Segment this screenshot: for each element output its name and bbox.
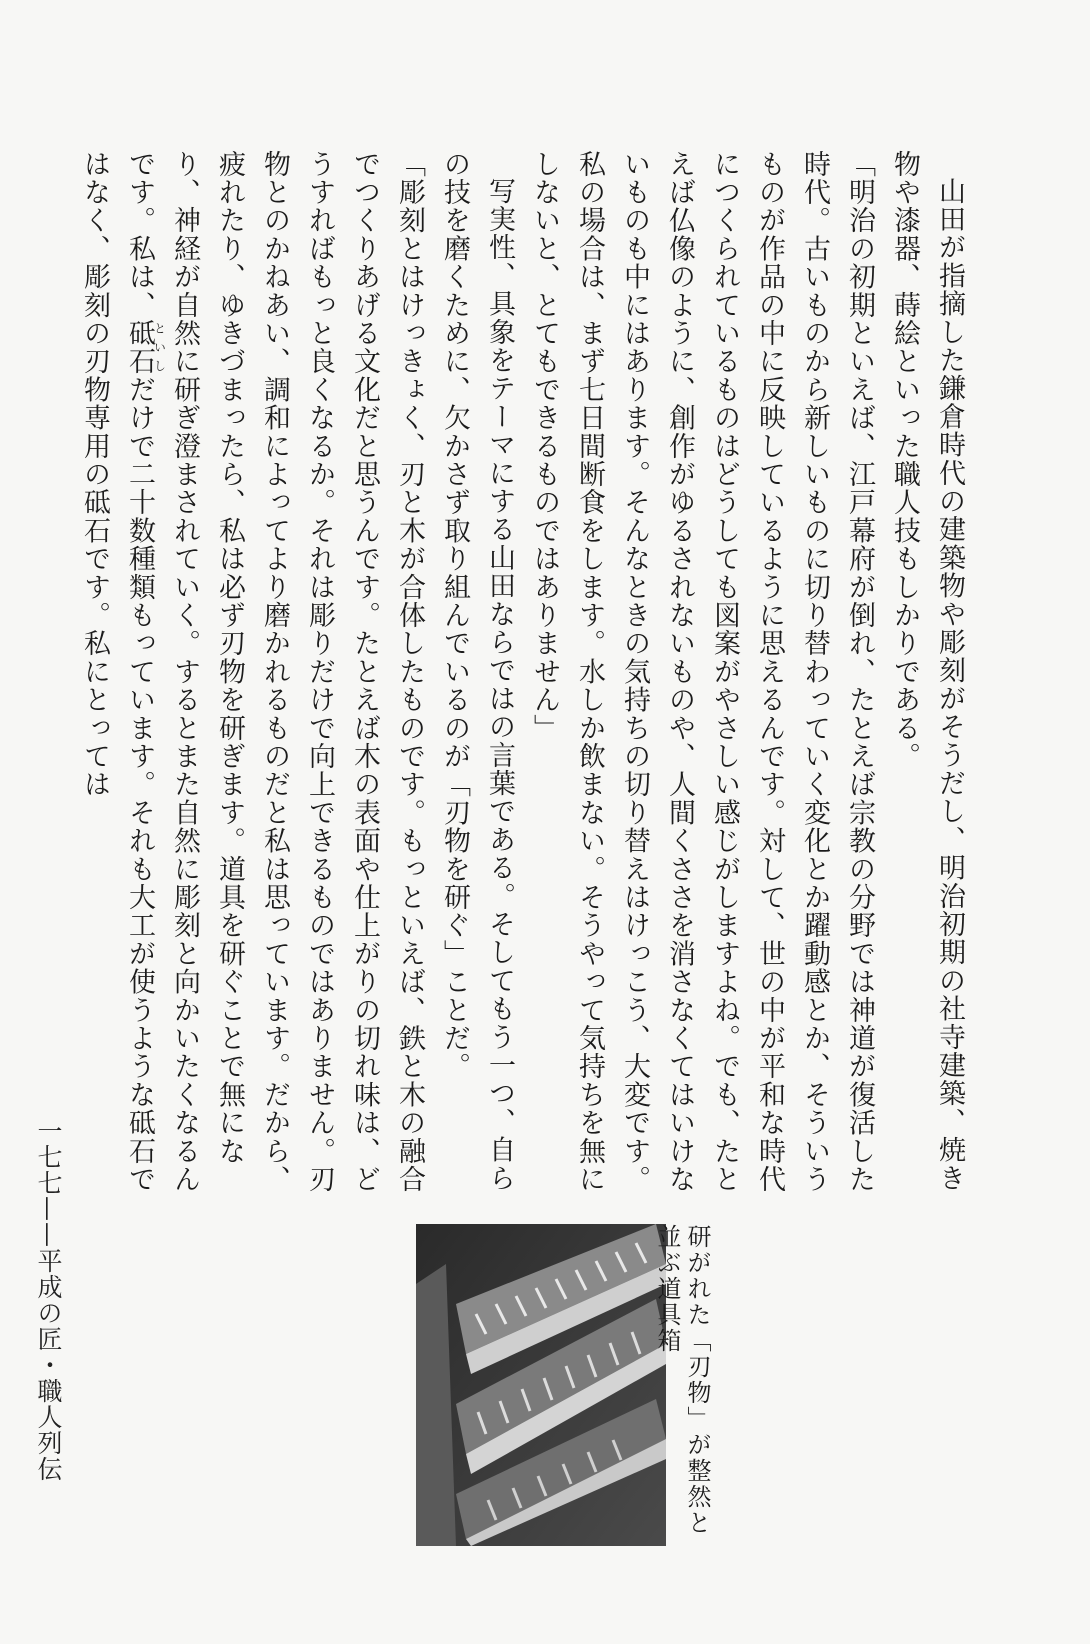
photo-caption: 研がれた「刃物」が整然と並ぶ道具箱 — [653, 1224, 711, 1536]
paragraph-3: 写実性、具象をテーマにする山田ならではの言葉である。そしてもう一つ、自らの技を磨くために、欠かさず取り組んでいるのが「刃物を研ぐ」ことだ。 — [439, 150, 515, 1193]
ruby-reading: といし — [152, 319, 167, 376]
folio-dash: —— — [34, 1196, 63, 1248]
folio — [30, 1118, 66, 1482]
book-title: 平成の匠・職人列伝 — [34, 1248, 63, 1482]
body-text — [79, 150, 972, 1200]
page-number: 一七七 — [34, 1118, 63, 1196]
paragraph-2: 「明治の初期といえば、江戸幕府が倒れ、たとえば宗教の分野では神道が復活した時代。古いものから新しいものに切り替わっていく変化とか躍動感とか、そういうものが作品の中に反映しているように思えるんです。対して、世の中が平和な時代につくられているものはどうしても図案がやさしい感じがしますよね。でも、たとえば仏像のように、創作がゆるされないものや、人間くささを消さなくてはいけないものも中にはあります。そんなときの気持ちの切り替えはけっこう、大変です。私の場合は、まず七日間断食をします。水しか飲まない。そうやって気持ちを無にしないと、とてもできるものではありません」 — [529, 150, 875, 1194]
ruby-toishi: 砥石といし — [124, 319, 167, 376]
paragraph-1: 山田が指摘した鎌倉時代の建築物や彫刻がそうだし、明治初期の社寺建築、焼き物や漆器、蒔絵といった職人技もしかりである。 — [889, 150, 965, 1193]
paragraph-4: 「彫刻とはけっきょく、刃と木が合体したものです。もっといえば、鉄と木の融合でつくりあげる文化だと思うんです。たとえば木の表面や仕上がりの切れ味は、どうすればもっと良くなるか。それは彫りだけで向上できるものではありません。刃物とのかねあい、調和によってより磨かれるものだと私は思っています。だから、疲れたり、ゆきづまったら、私は必ず刃物を研ぎます。道具を研ぐことで無になり、神経が自然に研ぎ澄まされていく。するとまた自然に彫刻と向かいたくなるんです。私は、砥石といしだけで二十数種類もっています。それも大工が使うような砥石ではなく、彫刻の刃物専用の砥石です。私にとっては — [79, 150, 425, 1194]
figure — [416, 1224, 711, 1546]
photo-tool-box-icon — [416, 1224, 666, 1546]
